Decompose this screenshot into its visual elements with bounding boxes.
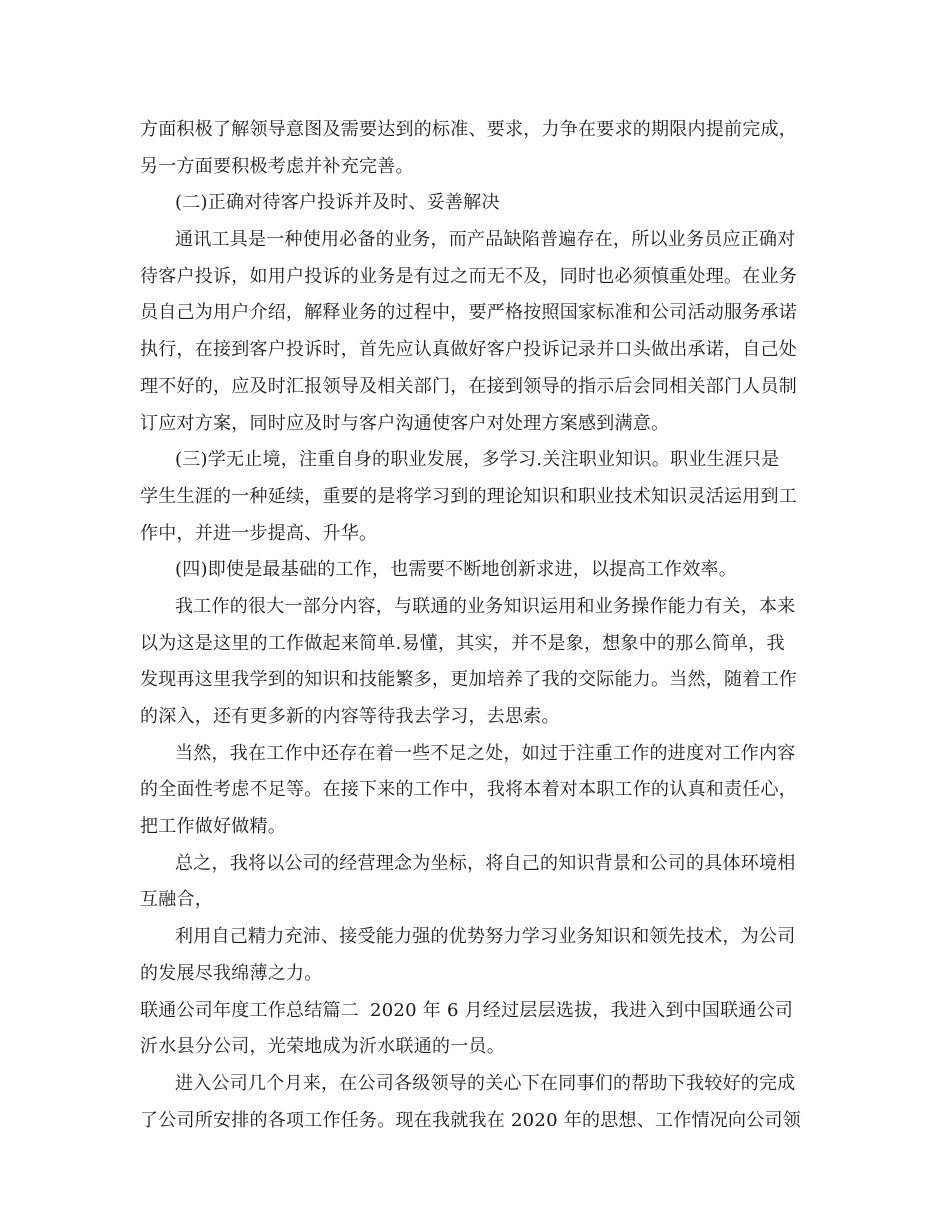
text-line: 的深入，还有更多新的内容等待我去学习，去思索。	[140, 706, 560, 727]
text-line: 互融合，	[140, 889, 213, 911]
section-heading: (四)即使是最基础的工作，也需要不断地创新求进，以提高工作效率。	[175, 559, 738, 581]
text-line: 的发展尽我绵薄之力。	[140, 962, 323, 984]
text-line: 发现再这里我学到的知识和技能繁多，更加培养了我的交际能力。当然，随着工作	[140, 669, 797, 691]
text-line: 利用自己精力充沛、接受能力强的优势努力学习业务知识和领先技术，为公司	[175, 926, 796, 948]
section-title-line	[140, 993, 816, 1030]
text-line: 总之，我将以公司的经营理念为坐标，将自己的知识背景和公司的具体环境相	[175, 852, 796, 874]
text-line: 学生生涯的一种延续，重要的是将学习到的理论知识和职业技术知识灵活运用到工	[140, 485, 797, 507]
text-line: 订应对方案，同时应及时与客户沟通使客户对处理方案感到满意。	[140, 412, 670, 434]
text-line: 以为这是这里的工作做起来简单.易懂，其实，并不是象，想象中的那么简单，我	[140, 632, 785, 654]
section-title: 联通公司年度工作总结篇二	[140, 999, 359, 1021]
text-line: 方面积极了解领导意图及需要达到的标准、要求，力争在要求的期限内提前完成，	[140, 119, 797, 140]
text-line: 沂水县分公司，光荣地成为沂水联通的一员。	[140, 1036, 505, 1058]
text-line: 进入公司几个月来，在公司各级领导的关心下在同事们的帮助下我较好的完成	[175, 1072, 796, 1094]
section-heading: (二)正确对待客户投诉并及时、妥善解决	[175, 192, 500, 214]
document-page	[140, 112, 816, 1139]
text-line: 当然，我在工作中还存在着一些不足之处，如过于注重工作的进度对工作内容	[175, 742, 796, 764]
text-line: 了公司所安排的各项工作任务。现在我就我在 2020 年的思想、工作情况向公司领	[140, 1109, 801, 1131]
text-line: 我工作的很大一部分内容，与联通的业务知识运用和业务操作能力有关，本来	[175, 595, 796, 617]
text-line: 的全面性考虑不足等。在接下来的工作中，我将本着对本职工作的认真和责任心，	[140, 779, 797, 801]
section-heading: (三)学无止境，注重自身的职业发展，多学习.关注职业知识。职业生涯只是	[175, 449, 780, 471]
text-line: 通讯工具是一种使用必备的业务，而产品缺陷普遍存在，所以业务员应正确对	[175, 229, 796, 251]
text-line: 待客户投诉，如用户投诉的业务是有过之而无不及，同时也必须慎重处理。在业务	[140, 265, 797, 287]
text-line: 另一方面要积极考虑并补充完善。	[140, 155, 414, 177]
text-line: 员自己为用户介绍，解释业务的过程中，要严格按照国家标准和公司活动服务承诺	[140, 302, 797, 324]
text-line: 执行，在接到客户投诉时，首先应认真做好客户投诉记录并口头做出承诺，自己处	[140, 339, 797, 361]
text-line: 作中，并进一步提高、升华。	[140, 522, 378, 544]
text-line: 把工作做好做精。	[140, 816, 286, 838]
text-line: 2020 年 6 月经过层层选拔，我进入到中国联通公司	[370, 999, 794, 1021]
text-line: 理不好的，应及时汇报领导及相关部门，在接到领导的指示后会同相关部门人员制	[140, 375, 797, 397]
